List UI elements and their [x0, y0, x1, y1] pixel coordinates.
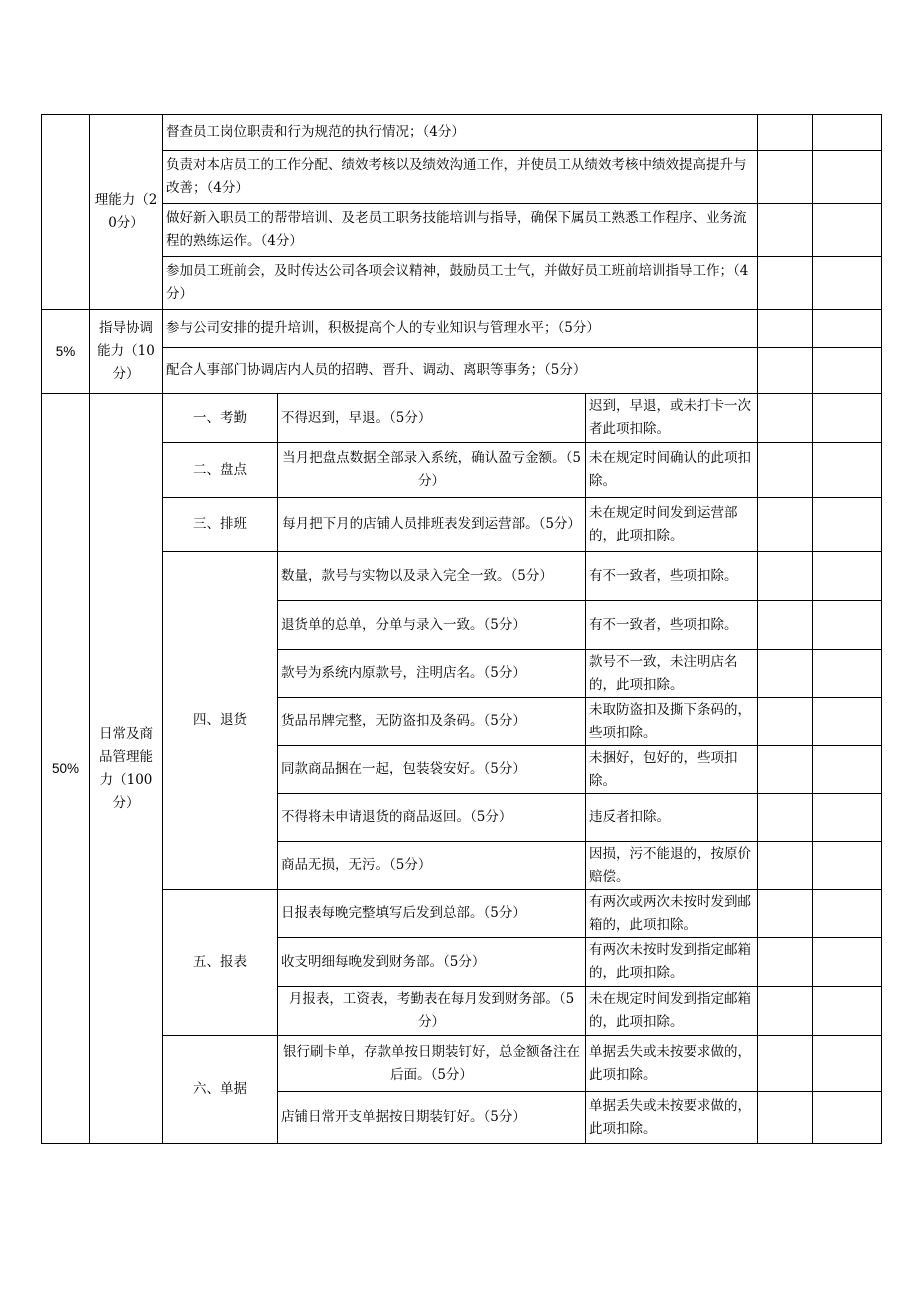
standard-cell: 商品无损，无污。（5分） [278, 842, 586, 890]
standard-cell: 银行刷卡单，存款单按日期装钉好，总金额备注在后面。（5分） [278, 1036, 586, 1092]
score-cell[interactable] [758, 601, 813, 650]
remark-cell[interactable] [813, 394, 882, 443]
deduction-cell: 单据丢失或未按要求做的，此项扣除。 [586, 1092, 758, 1144]
score-cell[interactable] [758, 257, 813, 310]
score-cell[interactable] [758, 794, 813, 842]
standard-cell: 当月把盘点数据全部录入系统，确认盈亏金额。（5分） [278, 443, 586, 498]
weight-cell [42, 115, 90, 310]
deduction-cell: 未在规定时间发到运营部的，此项扣除。 [586, 498, 758, 552]
item-group-cell: 二、盘点 [163, 443, 278, 498]
deduction-cell: 有不一致者，些项扣除。 [586, 601, 758, 650]
deduction-cell: 违反者扣除。 [586, 794, 758, 842]
score-cell[interactable] [758, 310, 813, 348]
score-cell[interactable] [758, 348, 813, 394]
deduction-cell: 款号不一致，未注明店名的，此项扣除。 [586, 650, 758, 698]
category-cell: 日常及商品管理能力（100分） [90, 394, 163, 1144]
deduction-cell: 有两次未按时发到指定邮箱的，此项扣除。 [586, 938, 758, 987]
remark-cell[interactable] [813, 552, 882, 601]
score-cell[interactable] [758, 987, 813, 1036]
score-cell[interactable] [758, 115, 813, 151]
standard-cell: 货品吊牌完整，无防盗扣及条码。（5分） [278, 698, 586, 746]
remark-cell[interactable] [813, 698, 882, 746]
remark-cell[interactable] [813, 890, 882, 938]
deduction-cell: 单据丢失或未按要求做的，此项扣除。 [586, 1036, 758, 1092]
remark-cell[interactable] [813, 257, 882, 310]
standard-cell: 不得迟到，早退。（5分） [278, 394, 586, 443]
remark-cell[interactable] [813, 115, 882, 151]
remark-cell[interactable] [813, 498, 882, 552]
score-cell[interactable] [758, 1036, 813, 1092]
deduction-cell: 未在规定时间确认的此项扣除。 [586, 443, 758, 498]
standard-cell: 同款商品捆在一起，包装袋安好。（5分） [278, 746, 586, 794]
score-cell[interactable] [758, 1092, 813, 1144]
category-cell: 指导协调能力（10分） [90, 310, 163, 394]
score-cell[interactable] [758, 698, 813, 746]
score-cell[interactable] [758, 443, 813, 498]
deduction-cell: 未在规定时间发到指定邮箱的，此项扣除。 [586, 987, 758, 1036]
score-cell[interactable] [758, 650, 813, 698]
standard-cell: 款号为系统内原款号，注明店名。（5分） [278, 650, 586, 698]
criterion-cell: 负责对本店员工的工作分配、绩效考核以及绩效沟通工作，并使员工从绩效考核中绩效提高提升与改善；（4分） [163, 151, 758, 204]
weight-cell: 50% [42, 394, 90, 1144]
remark-cell[interactable] [813, 794, 882, 842]
score-cell[interactable] [758, 890, 813, 938]
remark-cell[interactable] [813, 1092, 882, 1144]
remark-cell[interactable] [813, 151, 882, 204]
deduction-cell: 有不一致者，些项扣除。 [586, 552, 758, 601]
standard-cell: 数量，款号与实物以及录入完全一致。（5分） [278, 552, 586, 601]
evaluation-table [41, 114, 882, 1144]
category-cell: 理能力（20分） [90, 115, 163, 310]
score-cell[interactable] [758, 746, 813, 794]
criterion-cell: 配合人事部门协调店内人员的招聘、晋升、调动、离职等事务；（5分） [163, 348, 758, 394]
remark-cell[interactable] [813, 1036, 882, 1092]
remark-cell[interactable] [813, 650, 882, 698]
standard-cell: 店铺日常开支单据按日期装钉好。（5分） [278, 1092, 586, 1144]
standard-cell: 不得将未申请退货的商品返回。（5分） [278, 794, 586, 842]
score-cell[interactable] [758, 498, 813, 552]
standard-cell: 月报表，工资表，考勤表在每月发到财务部。（5分） [278, 987, 586, 1036]
score-cell[interactable] [758, 552, 813, 601]
remark-cell[interactable] [813, 443, 882, 498]
deduction-cell: 有两次或两次未按时发到邮箱的，此项扣除。 [586, 890, 758, 938]
remark-cell[interactable] [813, 746, 882, 794]
standard-cell: 每月把下月的店铺人员排班表发到运营部。（5分） [278, 498, 586, 552]
criterion-cell: 督查员工岗位职责和行为规范的执行情况；（4分） [163, 115, 758, 151]
criterion-cell: 参与公司安排的提升培训，积极提高个人的专业知识与管理水平；（5分） [163, 310, 758, 348]
score-cell[interactable] [758, 842, 813, 890]
item-group-cell: 五、报表 [163, 890, 278, 1036]
remark-cell[interactable] [813, 601, 882, 650]
weight-cell: 5% [42, 310, 90, 394]
remark-cell[interactable] [813, 348, 882, 394]
remark-cell[interactable] [813, 987, 882, 1036]
score-cell[interactable] [758, 204, 813, 257]
standard-cell: 收支明细每晚发到财务部。（5分） [278, 938, 586, 987]
item-group-cell: 三、排班 [163, 498, 278, 552]
deduction-cell: 未取防盗扣及撕下条码的，些项扣除。 [586, 698, 758, 746]
score-cell[interactable] [758, 151, 813, 204]
standard-cell: 退货单的总单，分单与录入一致。（5分） [278, 601, 586, 650]
remark-cell[interactable] [813, 204, 882, 257]
remark-cell[interactable] [813, 310, 882, 348]
deduction-cell: 未捆好，包好的，些项扣除。 [586, 746, 758, 794]
criterion-cell: 参加员工班前会，及时传达公司各项会议精神，鼓励员工士气，并做好员工班前培训指导工作；（4分） [163, 257, 758, 310]
item-group-cell: 六、单据 [163, 1036, 278, 1144]
criterion-cell: 做好新入职员工的帮带培训、及老员工职务技能培训与指导，确保下属员工熟悉工作程序、业务流程的熟练运作。（4分） [163, 204, 758, 257]
score-cell[interactable] [758, 394, 813, 443]
deduction-cell: 迟到，早退，或未打卡一次者此项扣除。 [586, 394, 758, 443]
item-group-cell: 四、退货 [163, 552, 278, 890]
standard-cell: 日报表每晚完整填写后发到总部。（5分） [278, 890, 586, 938]
remark-cell[interactable] [813, 938, 882, 987]
score-cell[interactable] [758, 938, 813, 987]
remark-cell[interactable] [813, 842, 882, 890]
deduction-cell: 因损，污不能退的，按原价赔偿。 [586, 842, 758, 890]
item-group-cell: 一、考勤 [163, 394, 278, 443]
